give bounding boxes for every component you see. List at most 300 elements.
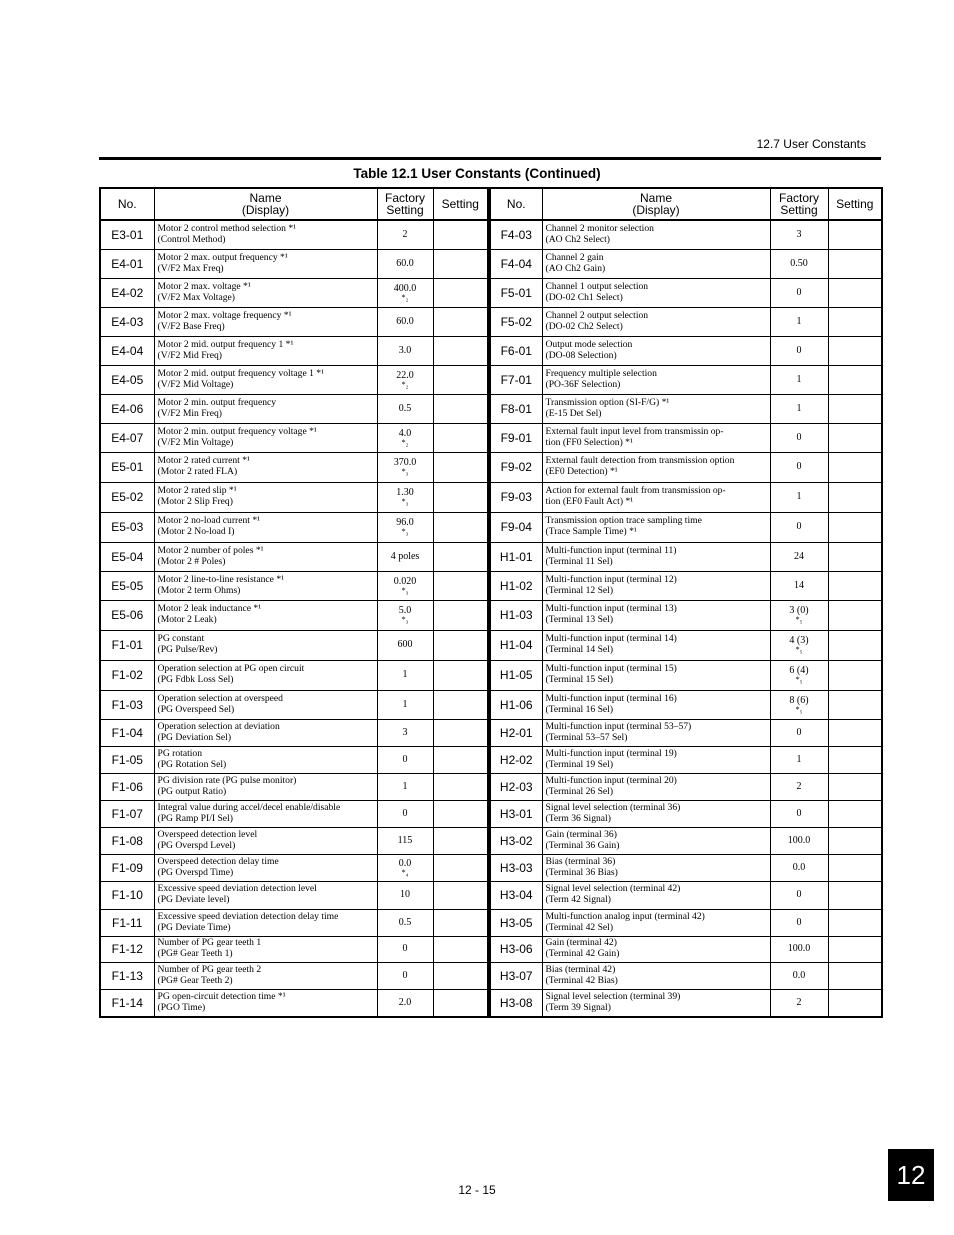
param-name-line1: Motor 2 mid. output frequency 1 *¹ [157,338,294,350]
param-name-line1: Motor 2 max. voltage *¹ [157,280,251,292]
table-row [490,307,882,336]
param-name-line2: (Motor 2 No-load I) [157,526,235,537]
table-row [100,881,488,909]
param-number: H1-02 [490,571,542,600]
param-name-line1: Motor 2 number of poles *¹ [157,544,264,556]
table-row [490,660,882,690]
param-name-line2: (PG Deviate level) [157,894,230,905]
param-number: H2-01 [490,719,542,746]
factory-setting-value: 600 [397,639,413,650]
user-setting-cell[interactable] [433,909,488,936]
param-name-line2: (Term 39 Signal) [545,1001,611,1013]
user-setting-cell[interactable] [433,336,488,365]
factory-setting-value: 1.30 [396,487,414,498]
factory-setting [770,220,828,249]
user-setting-cell[interactable] [828,336,882,365]
factory-setting-value: 0 [402,807,408,819]
user-setting-cell[interactable] [828,881,882,909]
param-name [542,307,770,336]
user-setting-cell[interactable] [433,512,488,542]
param-name-line2: (Motor 2 rated FLA) [157,466,238,477]
factory-setting [770,660,828,690]
table-row [100,660,488,690]
col-header-setting: Setting [828,188,882,220]
param-name [154,307,377,336]
table-row [100,962,488,989]
table-row [490,571,882,600]
col-header-name-line1: Name [249,191,282,205]
param-name-line1: Channel 1 output selection [545,280,649,292]
param-name [542,719,770,746]
table-row [490,854,882,881]
table-row [100,854,488,881]
factory-setting [770,909,828,936]
param-name-line1: Channel 2 output selection [545,309,649,321]
table-row [100,249,488,278]
factory-setting [770,278,828,307]
factory-setting-value: 6 (4) [789,665,809,676]
param-name-line2: (Terminal 19 Sel) [545,758,614,770]
param-name [542,452,770,482]
user-setting-cell[interactable] [828,600,882,630]
param-name-line2: (Terminal 42 Bias) [545,974,618,986]
param-name [154,512,377,542]
factory-setting-note: *₂ [401,437,409,447]
param-name-line2: (AO Ch2 Select) [545,233,610,245]
table-row [100,827,488,854]
factory-setting [770,336,828,365]
param-number: F1-13 [100,962,154,989]
param-name-line1: Overspeed detection level [157,828,258,840]
user-setting-cell[interactable] [433,800,488,827]
table-row [490,423,882,452]
user-setting-cell[interactable] [433,307,488,336]
table-row [100,571,488,600]
param-name-line2: (Motor 2 term Ohms) [157,584,241,596]
param-name [542,482,770,512]
factory-setting [377,881,433,909]
user-setting-cell[interactable] [433,249,488,278]
param-name-line1: Multi-function input (terminal 20) [545,774,677,786]
user-setting-cell[interactable] [433,854,488,881]
param-number: E4-07 [100,423,154,452]
param-name-line2: (Terminal 42 Gain) [545,948,620,959]
param-number: E4-06 [100,394,154,423]
factory-setting [770,423,828,452]
user-setting-cell[interactable] [433,827,488,854]
table-row [100,394,488,423]
table-row [490,827,882,854]
user-setting-cell[interactable] [433,719,488,746]
param-name-line2: (Terminal 36 Bias) [545,866,618,878]
factory-setting-value: 2 [796,780,802,792]
user-setting-cell[interactable] [433,936,488,962]
factory-setting [770,719,828,746]
factory-setting-value: 3.0 [398,344,412,356]
table-row [490,630,882,660]
param-number: F1-10 [100,881,154,909]
factory-setting-value: 2 [402,228,408,240]
factory-setting [377,719,433,746]
user-setting-cell[interactable] [828,630,882,660]
factory-setting-value: 0.0 [398,857,412,869]
param-name-line2: (Control Method) [157,233,226,245]
factory-setting-value: 3 [796,228,802,240]
user-setting-cell[interactable] [433,660,488,690]
param-name-line1: PG constant [157,633,205,645]
param-number: F1-14 [100,989,154,1017]
factory-setting-note: *₃ [401,585,409,595]
param-name-line1: Action for external fault from transmission op- [545,485,726,497]
param-name [542,800,770,827]
factory-setting-value: 400.0 [393,282,417,294]
param-name-line2: (V/F2 Min Freq) [157,407,222,419]
factory-setting-value: 115 [397,834,413,846]
param-number: F1-12 [100,936,154,962]
param-name [542,854,770,881]
user-setting-cell[interactable] [433,220,488,249]
param-number: H3-06 [490,936,542,962]
user-setting-cell[interactable] [828,394,882,423]
table-row [490,881,882,909]
table-row [100,278,488,307]
factory-setting-value: 96.0 [396,517,414,528]
param-name [154,542,377,571]
user-setting-cell[interactable] [828,571,882,600]
factory-setting [377,365,433,394]
param-number: F5-02 [490,307,542,336]
param-name [542,220,770,249]
user-setting-cell[interactable] [433,989,488,1017]
param-name [154,746,377,773]
param-number: H3-03 [490,854,542,881]
param-name-line2: (Terminal 26 Sel) [545,785,614,797]
user-setting-cell[interactable] [433,746,488,773]
param-name-line1: Motor 2 min. output frequency [157,396,277,408]
factory-setting-value: 8 (6) [789,694,809,706]
param-name-line1: Multi-function input (terminal 14) [545,633,677,645]
factory-setting [377,220,433,249]
table-row [100,800,488,827]
param-name-line1: Signal level selection (terminal 39) [545,991,681,1003]
user-setting-cell[interactable] [828,827,882,854]
user-setting-cell[interactable] [828,452,882,482]
param-number: F1-06 [100,773,154,800]
param-number: F1-02 [100,660,154,690]
user-setting-cell[interactable] [828,800,882,827]
param-name-line2: (Term 42 Signal) [545,894,611,905]
user-setting-cell[interactable] [433,600,488,630]
factory-setting-value: 2.0 [398,996,412,1008]
param-number: F9-03 [490,482,542,512]
col-header-name-line2: (Display) [632,203,680,217]
param-name-line2: (V/F2 Mid Voltage) [157,378,234,390]
param-name-line2: (Terminal 12 Sel) [545,584,614,596]
param-name [542,336,770,365]
param-number: F7-01 [490,365,542,394]
user-setting-cell[interactable] [828,773,882,800]
param-name [154,249,377,278]
param-name-line1: Gain (terminal 36) [545,828,617,840]
param-name-line1: Excessive speed deviation detection delay time [157,910,339,922]
user-setting-cell[interactable] [433,773,488,800]
factory-setting-value: 1 [402,669,408,680]
param-name [542,909,770,936]
param-name-line2: (PG Overspd Time) [157,866,234,878]
table-row [490,746,882,773]
user-setting-cell[interactable] [828,854,882,881]
factory-setting [377,746,433,773]
param-name [154,452,377,482]
section-header: 12.7 User Constants [756,137,866,151]
table-row [100,630,488,660]
param-name-line2: (DO-02 Ch2 Select) [545,320,623,332]
param-name-line1: Multi-function input (terminal 16) [545,692,677,704]
param-name-line1: Overspeed detection delay time [157,855,279,867]
factory-setting [770,365,828,394]
param-number: H2-02 [490,746,542,773]
user-setting-cell[interactable] [828,307,882,336]
param-number: F4-03 [490,220,542,249]
col-header-setting: Setting [433,188,488,220]
param-name [154,482,377,512]
param-name-line1: Motor 2 rated slip *¹ [157,485,237,497]
param-name [154,600,377,630]
param-name-line1: PG division rate (PG pulse monitor) [157,774,297,786]
param-name-line1: Motor 2 mid. output frequency voltage 1 *¹ [157,367,324,379]
user-setting-cell[interactable] [433,962,488,989]
param-number: F1-03 [100,690,154,719]
param-number: F1-05 [100,746,154,773]
param-name-line1: Integral value during accel/decel enable/disable [157,801,341,813]
factory-setting-note: *₃ [401,527,409,536]
param-name-line2: (Terminal 16 Sel) [545,703,614,715]
user-setting-cell[interactable] [433,482,488,512]
table-row [490,542,882,571]
factory-setting [770,542,828,571]
user-setting-cell[interactable] [828,482,882,512]
factory-setting [377,936,433,962]
param-name-line2: (PG Rotation Sel) [157,758,227,770]
factory-setting [770,746,828,773]
user-setting-cell[interactable] [828,719,882,746]
param-name [542,423,770,452]
factory-setting [770,989,828,1017]
factory-setting-value: 0 [796,521,802,532]
factory-setting [770,307,828,336]
param-name-line1: Signal level selection (terminal 42) [545,883,681,895]
factory-setting [770,394,828,423]
factory-setting-note: *₅ [795,645,803,654]
factory-setting-value: 1 [796,315,802,327]
table-row [490,773,882,800]
factory-setting-value: 0.0 [792,861,806,873]
param-number: E5-03 [100,512,154,542]
param-name [542,600,770,630]
factory-setting [377,630,433,660]
factory-setting-note: *₅ [795,704,803,714]
table-row [100,719,488,746]
param-name-line1: External fault detection from transmission option [545,455,735,467]
col-header-factory-line2: Setting [386,203,424,217]
param-name-line2: (Terminal 14 Sel) [545,644,614,655]
factory-setting [770,482,828,512]
factory-setting-value: 10 [400,889,410,900]
param-name-line2: (PO-36F Selection) [545,378,621,390]
factory-setting [377,423,433,452]
user-setting-cell[interactable] [828,746,882,773]
factory-setting-value: 3 (0) [789,605,809,616]
factory-setting [770,249,828,278]
col-header-name-line2: (Display) [241,203,290,217]
constants-table-right [489,187,883,1018]
param-name-line2: (Terminal 11 Sel) [545,555,613,567]
param-name-line2: (PG# Gear Teeth 2) [157,974,233,986]
param-name-line2: (V/F2 Mid Freq) [157,349,222,361]
param-name-line1: Multi-function input (terminal 15) [545,663,677,675]
table-row [490,452,882,482]
factory-setting-value: 0 [796,807,802,819]
table-row [490,600,882,630]
factory-setting [770,881,828,909]
col-header-name-line1: Name [639,191,672,205]
factory-setting [377,854,433,881]
param-name [154,220,377,249]
user-setting-cell[interactable] [433,394,488,423]
param-name-line2: (V/F2 Max Freq) [157,262,224,274]
table-row [100,365,488,394]
factory-setting-value: 100.0 [787,834,811,846]
user-setting-cell[interactable] [828,660,882,690]
user-setting-cell[interactable] [828,423,882,452]
col-header-name [542,188,770,220]
param-name [542,989,770,1017]
user-setting-cell[interactable] [828,690,882,719]
param-name-line2: (PG Deviate Time) [157,921,231,933]
user-setting-cell[interactable] [828,220,882,249]
factory-setting-note: *₂ [401,379,409,389]
param-name-line1: Multi-function input (terminal 13) [545,603,677,615]
user-setting-cell[interactable] [828,249,882,278]
param-name [154,989,377,1017]
table-row [100,746,488,773]
param-name [542,773,770,800]
user-setting-cell[interactable] [828,278,882,307]
param-name-line1: Channel 2 gain [545,251,604,263]
param-name-line2: (PG Deviation Sel) [157,731,232,743]
col-header-factory-line1: Factory [778,191,819,205]
table-row [100,482,488,512]
param-name-line1: Bias (terminal 36) [545,855,616,867]
param-name [542,962,770,989]
factory-setting-value: 0 [796,431,802,443]
user-setting-cell[interactable] [828,962,882,989]
factory-setting [770,571,828,600]
factory-setting-value: 14 [794,579,804,591]
param-name [154,336,377,365]
factory-setting [377,827,433,854]
factory-setting [770,854,828,881]
header-row [490,188,882,220]
param-name [154,660,377,690]
user-setting-cell[interactable] [433,452,488,482]
param-name [542,512,770,542]
table-row [100,542,488,571]
col-header-no: No. [100,188,154,220]
table-row [100,690,488,719]
factory-setting [377,452,433,482]
table-row [490,365,882,394]
param-name [154,630,377,660]
param-name-line1: Excessive speed deviation detection level [157,883,317,895]
factory-setting [377,571,433,600]
user-setting-cell[interactable] [433,690,488,719]
param-name [542,660,770,690]
table-row [100,452,488,482]
param-name-line1: Frequency multiple selection [545,367,657,379]
param-name-line1: Channel 2 monitor selection [545,223,654,235]
user-setting-cell[interactable] [433,423,488,452]
table-row [100,989,488,1017]
user-setting-cell[interactable] [828,936,882,962]
user-setting-cell[interactable] [433,365,488,394]
param-number: F5-01 [490,278,542,307]
user-setting-cell[interactable] [433,571,488,600]
param-number: H3-05 [490,909,542,936]
factory-setting-value: 0 [796,726,802,738]
param-name-line2: (DO-08 Selection) [545,349,617,361]
factory-setting [770,630,828,660]
user-setting-cell[interactable] [828,512,882,542]
param-name-line2: (EF0 Detection) *¹ [545,466,618,477]
table-row [490,336,882,365]
factory-setting [377,542,433,571]
param-name-line1: Motor 2 no-load current *¹ [157,515,261,527]
param-name [542,827,770,854]
factory-setting-value: 0 [796,286,802,298]
factory-setting-value: 1 [796,402,802,414]
user-setting-cell[interactable] [828,909,882,936]
param-name-line1: Operation selection at PG open circuit [157,663,305,675]
user-setting-cell[interactable] [433,881,488,909]
user-setting-cell[interactable] [828,365,882,394]
user-setting-cell[interactable] [433,542,488,571]
user-setting-cell[interactable] [828,542,882,571]
factory-setting [377,909,433,936]
param-number: F1-04 [100,719,154,746]
factory-setting [377,989,433,1017]
header-row [100,188,488,220]
factory-setting-value: 5.0 [398,605,412,616]
param-number: F6-01 [490,336,542,365]
factory-setting-value: 0.50 [790,257,808,269]
factory-setting [770,800,828,827]
factory-setting-value: 0.5 [398,402,412,414]
param-name-line1: Transmission option trace sampling time [545,515,702,527]
factory-setting-value: 60.0 [396,315,414,327]
param-name [154,773,377,800]
param-number: E5-02 [100,482,154,512]
param-name-line2: (PG Pulse/Rev) [157,644,218,655]
user-setting-cell[interactable] [433,278,488,307]
param-name [542,881,770,909]
param-name-line2: (Terminal 53–57 Sel) [545,731,628,743]
user-setting-cell[interactable] [433,630,488,660]
user-setting-cell[interactable] [828,989,882,1017]
param-name-line1: Multi-function input (terminal 11) [545,544,677,556]
param-name-line1: Number of PG gear teeth 2 [157,963,262,975]
factory-setting [377,278,433,307]
